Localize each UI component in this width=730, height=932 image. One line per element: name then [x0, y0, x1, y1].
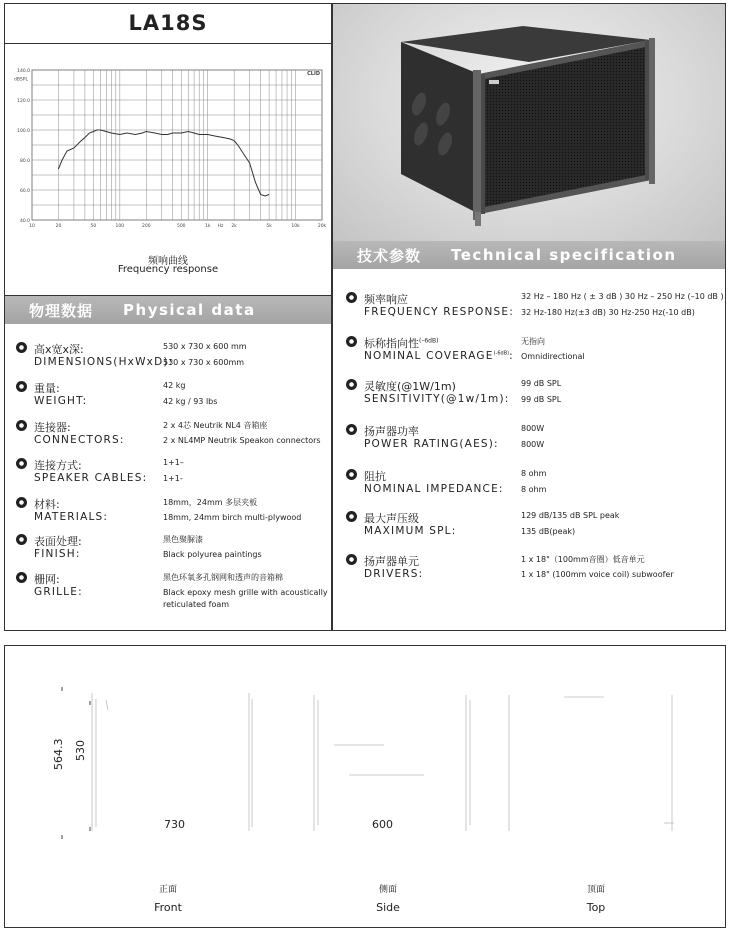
chart-x-tick-label: 200 — [142, 224, 151, 229]
spec-value-en: 18mm, 24mm birch multi-plywood — [163, 513, 302, 522]
spec-maximum-spl — [346, 511, 722, 541]
title-box — [4, 3, 332, 43]
dimension-depth: 600 — [372, 818, 393, 831]
chart-y-tick-label: 40.0 — [19, 219, 30, 224]
chart-y-tick-label: 80.0 — [19, 159, 30, 164]
spec-value-zh: 2 x 4芯 Neutrik NL4 音箱座 — [163, 421, 268, 430]
spec-label-en-text: NOMINAL COVERAGE — [364, 350, 494, 362]
bullet-icon — [16, 420, 27, 431]
spec-value-en: 1+1- — [163, 474, 183, 483]
spec-label-en: GRILLE: — [34, 586, 83, 598]
spec-label-en: FINISH: — [34, 548, 81, 560]
subwoofer-cabinet-illustration — [333, 4, 725, 241]
bullet-icon — [346, 292, 357, 303]
spec-value-en-cont: reticulated foam — [163, 600, 230, 609]
chart-x-tick-label: 10k — [291, 224, 300, 229]
chart-x-tick-label: Hz — [217, 224, 224, 229]
spec-value-en: 8 ohm — [521, 485, 547, 494]
view-label-en: Side — [376, 901, 400, 914]
page-title: LA18S — [128, 11, 208, 35]
spec-label-zh: 表面处理: — [34, 535, 82, 548]
chart-x-tick-label: 100 — [115, 224, 125, 229]
spec-drivers — [346, 554, 722, 584]
bullet-icon — [16, 381, 27, 392]
spec-label-zh: 扬声器单元 — [364, 555, 419, 568]
chart-y-tick-label: 120.0 — [17, 99, 30, 104]
chart-y-axis-label: dBSPL — [14, 77, 28, 83]
spec-label-en — [364, 350, 514, 362]
chart-caption-en: Frequency response — [117, 264, 219, 275]
spec-value-en: 800W — [521, 440, 545, 449]
spec-speaker-cables — [16, 458, 326, 488]
spec-value-zh: 1 x 18"（100mm音圈）低音单元 — [521, 555, 645, 564]
view-label-en: Top — [586, 901, 606, 914]
spec-label-en: DIMENSIONS(HxWxD): — [34, 356, 174, 368]
spec-value-en: Omnidirectional — [521, 352, 585, 361]
spec-dimensions — [16, 342, 326, 372]
spec-value-en: 32 Hz-180 Hz(±3 dB) 30 Hz-250 Hz(-10 dB) — [521, 308, 695, 317]
spec-power-rating — [346, 424, 722, 454]
spec-value-zh: 8 ohm — [521, 469, 547, 478]
technical-title-zh: 技术参数 — [357, 246, 422, 265]
chart-x-tick-label: 50 — [90, 224, 97, 229]
spec-finish — [16, 534, 326, 564]
chart-y-tick-label: 140.0 — [17, 69, 30, 74]
physical-title-en: Physical data — [123, 301, 256, 319]
spec-sensitivity — [346, 379, 722, 409]
spec-label-en: SENSITIVITY(@1w/1m): — [364, 393, 510, 405]
spec-label-en: CONNECTORS: — [34, 434, 125, 446]
spec-label-en: MATERIALS: — [34, 511, 109, 523]
bullet-icon — [16, 572, 27, 583]
spec-label-en: NOMINAL IMPEDANCE: — [364, 483, 504, 495]
spec-value-en: 135 dB(peak) — [521, 527, 576, 536]
spec-weight — [16, 381, 326, 411]
chart-x-tick-label: 20k — [317, 224, 327, 229]
spec-grille — [16, 572, 326, 614]
front-view-outline — [92, 693, 252, 831]
spec-value-zh: 42 kg — [163, 381, 186, 390]
spec-value-zh: 18mm，24mm 多层夹板 — [163, 498, 258, 507]
spec-label-zh-sup: (–6dB) — [419, 337, 439, 345]
spec-label-zh: 重量: — [34, 382, 60, 395]
spec-value-zh: 800W — [521, 424, 545, 433]
spec-value-zh: 129 dB/135 dB SPL peak — [521, 511, 620, 520]
spec-label-en: FREQUENCY RESPONSE: — [364, 306, 514, 318]
spec-frequency-response — [346, 292, 722, 322]
spec-value-en: 530 x 730 x 600mm — [163, 358, 245, 367]
spec-value-en: 1 x 18" (100mm voice coil) subwoofer — [521, 570, 674, 579]
spec-value-en: Black polyurea paintings — [163, 550, 262, 559]
spec-label-en: POWER RATING(AES): — [364, 438, 499, 450]
top-view-outline — [509, 695, 674, 831]
spec-label-en: MAXIMUM SPL: — [364, 525, 457, 537]
spec-value-zh: 1+1– — [163, 458, 184, 467]
bullet-icon — [16, 497, 27, 508]
bullet-icon — [346, 336, 357, 347]
spec-label-en: SPEAKER CABLES: — [34, 472, 148, 484]
spec-label-en-tail: : — [509, 350, 514, 362]
dimension-height: 530 — [74, 740, 87, 761]
view-label-zh: 侧面 — [378, 885, 397, 895]
dimension-total-height: 564.3 — [52, 738, 65, 770]
spec-label-zh: 连接器: — [34, 421, 71, 434]
spec-label-zh: 材料: — [34, 498, 60, 511]
bullet-icon — [346, 554, 357, 565]
title-divider — [4, 43, 332, 44]
spec-value-zh: 无指向 — [521, 337, 545, 346]
frequency-response-chart — [10, 64, 328, 236]
chart-x-tick-label: 5k — [266, 224, 272, 229]
spec-label-zh: 灵敏度(@1W/1m) — [364, 380, 456, 393]
spec-label-en: DRIVERS: — [364, 568, 424, 580]
spec-label-en: WEIGHT: — [34, 395, 88, 407]
dimension-width: 730 — [164, 818, 185, 831]
chart-x-tick-label: 1k — [204, 224, 211, 229]
spec-materials — [16, 497, 326, 527]
spec-label-zh: 栅网: — [34, 573, 60, 586]
chart-x-tick-label: 2k — [231, 224, 237, 229]
view-caption-top — [546, 882, 646, 914]
chart-brand-label: CLID — [307, 71, 320, 77]
bullet-icon — [346, 379, 357, 390]
bullet-icon — [346, 511, 357, 522]
spec-value-zh: 32 Hz – 180 Hz ( ± 3 dB ) 30 Hz – 250 Hz (–10 dB ) — [521, 292, 724, 301]
spec-label-zh: 最大声压级 — [364, 512, 419, 525]
bullet-icon — [16, 342, 27, 353]
spec-label-zh: 阻抗 — [364, 470, 386, 483]
spec-label-zh-text: 标称指向性 — [364, 337, 419, 350]
view-caption-front — [118, 882, 218, 914]
spec-label-en-sup: (-6dB) — [493, 350, 510, 357]
chart-y-tick-label: 60.0 — [19, 189, 30, 194]
technical-title-en: Technical specification — [451, 246, 677, 264]
view-label-zh: 正面 — [158, 885, 177, 895]
spec-label-zh — [364, 335, 438, 351]
spec-value-zh: 530 x 730 x 600 mm — [163, 342, 247, 351]
product-photo — [333, 4, 725, 241]
side-view-outline — [314, 695, 470, 831]
bullet-icon — [346, 469, 357, 480]
spec-label-zh: 连接方式: — [34, 459, 82, 472]
chart-y-tick-label: 100.0 — [17, 129, 30, 134]
spec-value-en: 42 kg / 93 lbs — [163, 397, 218, 406]
spec-value-zh: 99 dB SPL — [521, 379, 562, 388]
bullet-icon — [16, 534, 27, 545]
view-label-en: Front — [154, 901, 182, 914]
chart-caption-zh: 频响曲线 — [148, 256, 188, 267]
spec-value-en: 2 x NL4MP Neutrik Speakon connectors — [163, 436, 321, 445]
spec-nominal-coverage — [346, 336, 722, 366]
bullet-icon — [16, 458, 27, 469]
bullet-icon — [346, 424, 357, 435]
spec-value-en: 99 dB SPL — [521, 395, 562, 404]
view-caption-side — [338, 882, 438, 914]
chart-x-tick-label: 10 — [29, 224, 35, 229]
spec-value-en: Black epoxy mesh grille with acoustically — [163, 588, 328, 597]
spec-connectors — [16, 420, 326, 450]
chart-x-tick-label: 500 — [176, 224, 186, 229]
view-label-zh: 顶面 — [586, 885, 605, 895]
chart-x-tick-label: 20 — [55, 224, 62, 229]
spec-value-zh: 黑色聚脲漆 — [163, 535, 203, 544]
technical-section-header — [333, 241, 725, 269]
spec-label-zh: 高x宽x深: — [34, 343, 84, 356]
height-dim-lines — [62, 687, 90, 839]
spec-label-zh: 扬声器功率 — [364, 425, 419, 438]
spec-value-zh: 黑色环氧多孔钢网和透声的音箱棉 — [163, 573, 283, 582]
spec-nominal-impedance — [346, 469, 722, 499]
spec-label-zh: 频率响应 — [364, 293, 408, 306]
physical-title-zh: 物理数据 — [29, 301, 94, 320]
physical-section-header — [5, 296, 331, 324]
